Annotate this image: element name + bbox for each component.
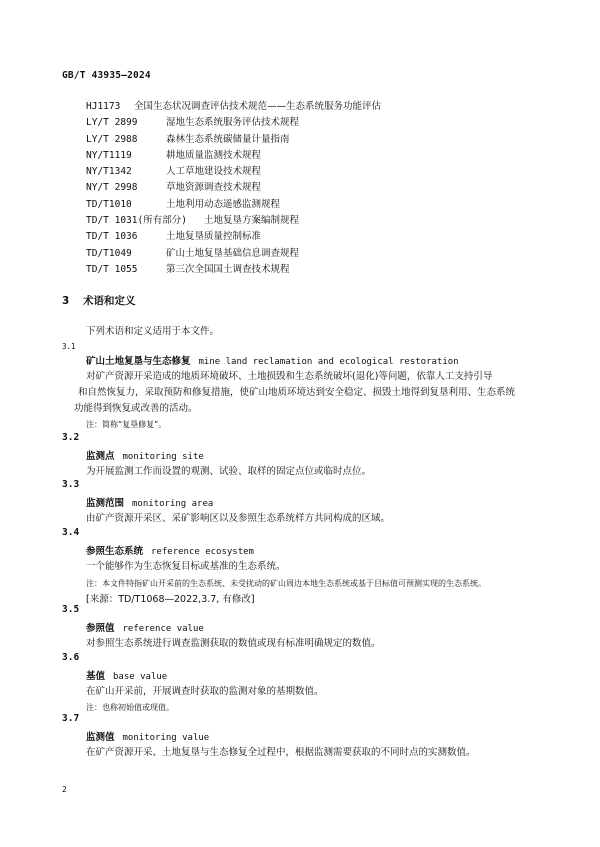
reference-item: TD/T 1055 第三次全国国土调查技术规程 [86,261,381,277]
term-en: monitoring value [122,733,210,743]
reference-title: 矿山土地复垦基础信息调查规程 [166,247,300,259]
term-name [86,668,167,682]
term-number: 3.3 [62,479,80,490]
term-note: 注：也称初始值或现值。 [86,703,174,712]
term-number: 3.2 [62,432,80,443]
term-3-4 [62,527,538,605]
term-name [86,448,204,462]
term-3-7 [62,713,538,758]
term-en: reference value [122,624,204,634]
term-en: mine land reclamation and ecological restoration [198,357,459,367]
definition-line: 功能得到恢复或改善的活动。 [74,403,198,414]
term-name [86,495,213,509]
term-zh: 监测范围 [86,498,125,509]
term-name [86,729,209,743]
term-source: [来源：TD/T1068—2022,3.7, 有修改] [86,594,255,605]
reference-item: TD/T1049 矿山土地复垦基础信息调查规程 [86,245,381,261]
standard-header: GB/T 43935—2024 [62,70,151,81]
definition-line: 和自然恢复力，采取预防和修复措施，使矿山地质环境达到安全稳定、损毁土地得到复垦利用、生态系统 [78,387,516,398]
term-note: 注：本文件特指矿山开采前的生态系统、未受扰动的矿山周边本地生态系统或基于目标值可预测实现的生态系统。 [86,579,486,588]
term-definition: 由矿产资源开采区、采矿影响区以及参照生态系统样方共同构成的区域。 [86,513,391,524]
term-zh: 参照生态系统 [86,546,144,557]
term-3-6 [62,652,538,712]
reference-item: TD/T 1031(所有部分) 土地复垦方案编制规程 [86,212,381,228]
term-3-5 [62,604,538,649]
term-name [86,543,254,557]
section-title: 术语和定义 [82,295,136,307]
reference-title: 人工草地建设技术规程 [166,166,262,178]
term-zh: 监测值 [86,732,115,743]
term-definition: 在矿山开采前，开展调查时获取的监测对象的基期数值。 [86,686,324,697]
term-definition [86,369,546,385]
term-en: base value [113,672,168,682]
section-number: 3 [62,295,70,307]
term-definition: 为开展监测工作而设置的观测、试验、取样的固定点位或临时点位。 [86,466,372,477]
definition-line: 对矿产资源开采造成的地质环境破坏、土地损毁和生态系统破坏(退化)等问题，依靠人工支持引导 [86,371,493,382]
reference-item: NY/T 2998 草地资源调查技术规程 [86,179,381,195]
reference-item: HJ1173 全国生态状况调查评估技术规范——生态系统服务功能评估 [86,98,381,114]
term-name [86,353,459,367]
section-intro: 下列术语和定义适用于本文件。 [86,326,220,337]
term-definition: 在矿产资源开采、土地复垦与生态修复全过程中，根据监测需要获取的不同时点的实测数值。 [86,747,476,758]
term-en: monitoring site [122,452,204,462]
reference-title: 全国生态状况调查评估技术规范——生态系统服务功能评估 [134,101,382,112]
section-heading [62,293,135,308]
term-en: monitoring area [132,499,214,509]
reference-item: NY/T1342 人工草地建设技术规程 [86,163,381,179]
term-number: 3.1 [62,342,76,351]
reference-item: TD/T1010 土地利用动态遥感监测规程 [86,196,381,212]
term-name [86,620,204,634]
term-note: 注：简称“复垦修复”。 [86,420,167,429]
reference-title: 第三次全国国土调查技术规程 [166,263,290,275]
reference-title: 湿地生态系统服务评估技术规程 [166,117,300,129]
reference-item: LY/T 2899 湿地生态系统服务评估技术规程 [86,114,381,130]
term-definition: 一个能够作为生态恢复目标或基准的生态系统。 [86,561,286,572]
reference-item: NY/T1119 耕地质量监测技术规程 [86,147,381,163]
reference-item: TD/T 1036 土地复垦质量控制标准 [86,228,381,244]
reference-title: 耕地质量监测技术规程 [166,149,262,161]
page-number: 2 [62,785,67,794]
reference-title: 土地复垦质量控制标准 [166,231,262,243]
term-zh: 矿山土地复垦与生态修复 [86,356,191,367]
term-3-3 [62,479,538,524]
term-definition-cont [74,385,548,417]
reference-title: 草地资源调查技术规程 [166,182,262,194]
term-number: 3.6 [62,652,80,663]
reference-item: LY/T 2988 森林生态系统碳储量计量指南 [86,131,381,147]
term-definition: 对参照生态系统进行调查监测获取的数值或现有标准明确规定的数值。 [86,638,381,649]
term-3-2 [62,432,538,477]
term-number: 3.4 [62,527,80,538]
reference-title: 土地利用动态遥感监测规程 [166,198,281,210]
term-number: 3.7 [62,713,80,724]
normative-references-list [86,98,381,277]
term-3-1 [62,341,538,421]
term-zh: 参照值 [86,623,115,634]
term-number: 3.5 [62,604,80,615]
term-zh: 监测点 [86,451,115,462]
term-zh: 基值 [86,671,106,682]
reference-title: 森林生态系统碳储量计量指南 [166,133,290,145]
reference-title: 土地复垦方案编制规程 [204,215,300,227]
term-en: reference ecosystem [151,547,254,557]
